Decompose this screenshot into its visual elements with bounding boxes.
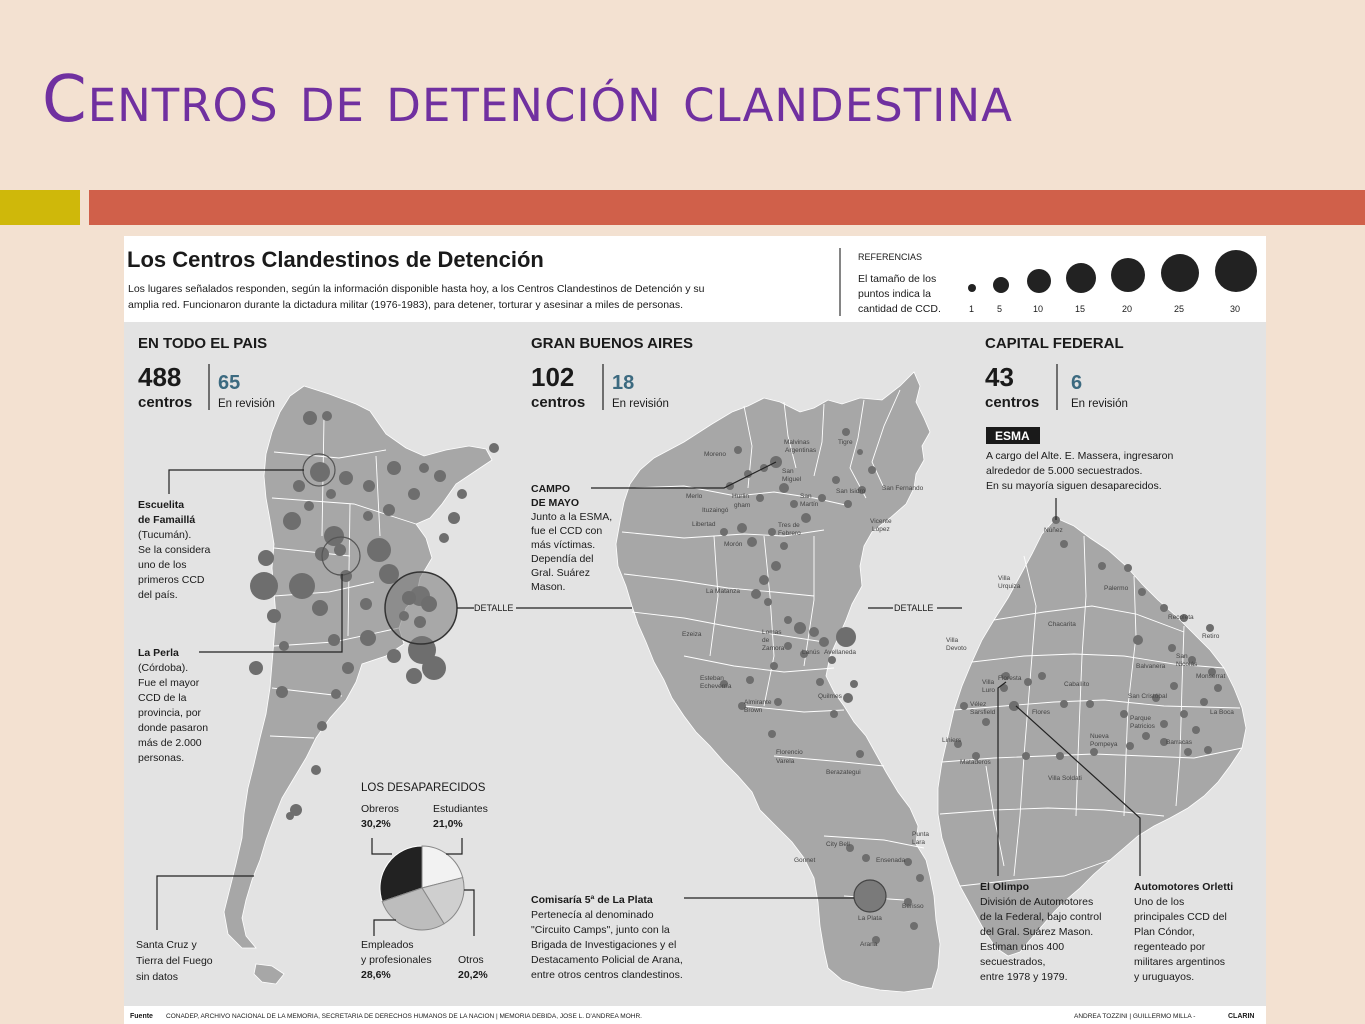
referencias-desc-3: cantidad de CCD. xyxy=(858,303,941,315)
otros-label: Otros xyxy=(458,954,484,966)
famailla-title: Escuelita xyxy=(138,499,185,511)
perla-line-2: (Córdoba). xyxy=(138,662,189,674)
obreros-label: Obreros xyxy=(361,803,399,815)
svg-text:Esteban: Esteban xyxy=(700,675,724,682)
campo-line-5: más víctimas. xyxy=(531,539,596,551)
obreros-value: 30,2% xyxy=(361,818,391,830)
footer-source: CONADEP, ARCHIVO NACIONAL DE LA MEMORIA, SECRETARIA DE DERECHOS HUMANOS DE LA NACION | MEMORIA DEBIDA, JOSE L. D'ANDREA MOHR. xyxy=(166,1013,642,1020)
legend-dot-30 xyxy=(1215,250,1257,292)
accent-bar-yellow xyxy=(0,190,80,225)
svg-text:Parque: Parque xyxy=(1130,715,1151,722)
svg-text:San: San xyxy=(1176,653,1188,660)
footer-credits: ANDREA TOZZINI | GUILLERMO MILLA - xyxy=(1074,1013,1196,1020)
svg-text:López: López xyxy=(872,526,890,533)
campo-line-7: Gral. Suárez xyxy=(531,567,590,579)
comisaria-line-2: Pertenecía al denominado xyxy=(531,909,654,921)
svg-text:San: San xyxy=(782,468,794,475)
svg-text:San: San xyxy=(800,493,812,500)
svg-text:Tres de: Tres de xyxy=(778,522,800,529)
svg-text:Febrero: Febrero xyxy=(778,530,801,537)
perla-line-7: más de 2.000 xyxy=(138,737,202,749)
santacruz-line-1: Santa Cruz y xyxy=(136,939,197,951)
orletti-line-2: Uno de los xyxy=(1134,896,1185,908)
pais-header: EN TODO EL PAIS xyxy=(138,335,268,352)
comisaria-line-5: Destacamento Policial de Arana, xyxy=(531,954,683,966)
gba-count: 102 xyxy=(531,362,575,392)
olimpo-line-7: entre 1978 y 1979. xyxy=(980,971,1068,983)
perla-line-6: donde pasaron xyxy=(138,722,209,734)
legend-label-25: 25 xyxy=(1174,304,1185,314)
gba-review-label: En revisión xyxy=(612,398,669,410)
legend-dot-10 xyxy=(1027,269,1051,293)
legend-dot-1 xyxy=(968,284,976,292)
svg-text:Berisso: Berisso xyxy=(902,903,924,910)
campo-title-2: DE MAYO xyxy=(531,497,580,509)
svg-text:City Bell: City Bell xyxy=(826,841,850,848)
legend-dot-15 xyxy=(1066,263,1096,293)
svg-text:Moreno: Moreno xyxy=(704,451,727,458)
svg-text:Merlo: Merlo xyxy=(686,493,703,500)
svg-text:La Matanza: La Matanza xyxy=(706,588,740,595)
capital-review-label: En revisión xyxy=(1071,398,1128,410)
empleados-label-2: y profesionales xyxy=(361,954,432,966)
campo-title: CAMPO xyxy=(531,483,571,495)
referencias-desc-2: puntos indica la xyxy=(858,288,931,300)
svg-text:Villa: Villa xyxy=(982,679,995,686)
svg-text:Flores: Flores xyxy=(1032,709,1051,716)
infographic-canvas xyxy=(124,236,1266,1024)
famailla-line-6: primeros CCD xyxy=(138,574,205,586)
svg-text:Avellaneda: Avellaneda xyxy=(824,649,857,656)
pais-review-count: 65 xyxy=(218,372,241,394)
empleados-value: 28,6% xyxy=(361,969,391,981)
comisaria-la-plata-dot xyxy=(854,880,886,912)
olimpo-line-5: Estiman unos 400 xyxy=(980,941,1065,953)
footer-brand: CLARIN xyxy=(1228,1013,1255,1020)
estudiantes-label: Estudiantes xyxy=(433,803,488,815)
svg-text:La Boca: La Boca xyxy=(1210,709,1234,716)
famailla-line-7: del país. xyxy=(138,589,178,601)
gba-review-count: 18 xyxy=(612,372,635,394)
comisaria-line-3: "Circuito Camps", junto con la xyxy=(531,924,670,936)
orletti-line-6: militares argentinos xyxy=(1134,956,1226,968)
estudiantes-value: 21,0% xyxy=(433,818,463,830)
intro-line-1: Los lugares señalados responden, según la información disponible hasta hoy, a los Centros Clandestinos de Detención y su xyxy=(128,283,705,295)
svg-text:Berazategui: Berazategui xyxy=(826,769,861,776)
legend-dot-25 xyxy=(1161,254,1199,292)
famailla-line-4: Se la considera xyxy=(138,544,211,556)
svg-text:Malvinas: Malvinas xyxy=(784,439,810,446)
svg-text:Luro: Luro xyxy=(982,687,996,694)
svg-text:Liniers: Liniers xyxy=(942,737,962,744)
orletti-line-4: Plan Cóndor, xyxy=(1134,926,1195,938)
esma-badge-label: ESMA xyxy=(995,429,1030,443)
buenos-aires-region-circle xyxy=(385,572,457,644)
svg-text:Recoleta: Recoleta xyxy=(1168,614,1194,621)
referencias-desc-1: El tamaño de los xyxy=(858,273,937,285)
comisaria-line-4: Brigada de Investigaciones y el xyxy=(531,939,677,951)
legend-label-5: 5 xyxy=(997,304,1003,314)
comisaria-line-6: entre otros centros clandestinos. xyxy=(531,969,683,981)
svg-text:Libertad: Libertad xyxy=(692,521,716,528)
svg-text:Balvanera: Balvanera xyxy=(1136,663,1166,670)
esma-line-2: alrededor de 5.000 secuestrados. xyxy=(986,465,1143,477)
svg-text:Ituzaingó: Ituzaingó xyxy=(702,507,729,514)
infographic-image xyxy=(124,236,1266,1024)
svg-text:Argentinas: Argentinas xyxy=(785,447,817,454)
otros-value: 20,2% xyxy=(458,969,488,981)
famailla-line-5: uno de los xyxy=(138,559,187,571)
legend-label-1: 1 xyxy=(969,304,975,314)
svg-text:San Cristóbal: San Cristóbal xyxy=(1128,693,1168,700)
svg-text:Almirante: Almirante xyxy=(744,699,772,706)
orletti-title: Automotores Orletti xyxy=(1134,881,1234,893)
svg-text:Núñez: Núñez xyxy=(1044,527,1063,534)
svg-text:Pompeya: Pompeya xyxy=(1090,741,1118,748)
santacruz-line-2: Tierra del Fuego xyxy=(136,955,213,967)
pais-review-label: En revisión xyxy=(218,398,275,410)
svg-text:Villa Soldati: Villa Soldati xyxy=(1048,775,1082,782)
intro-line-2: amplia red. Funcionaron durante la dictadura militar (1976-1983), para detener, torturar y asesinar a miles de personas. xyxy=(128,299,684,311)
campo-line-4: fue el CCD con xyxy=(531,525,603,537)
desaparecidos-title: LOS DESAPARECIDOS xyxy=(361,782,486,794)
comisaria-title: Comisaría 5ª de La Plata xyxy=(531,894,653,906)
capital-review-count: 6 xyxy=(1071,372,1083,394)
svg-text:Miguel: Miguel xyxy=(782,476,802,483)
perla-title: La Perla xyxy=(138,647,179,659)
svg-text:Zamora: Zamora xyxy=(762,645,785,652)
svg-text:San Isidro: San Isidro xyxy=(836,488,866,495)
svg-text:Brown: Brown xyxy=(744,707,763,714)
svg-text:de: de xyxy=(762,637,770,644)
svg-text:Devoto: Devoto xyxy=(946,645,967,652)
esma-line-1: A cargo del Alte. E. Massera, ingresaron xyxy=(986,450,1174,462)
empleados-label-1: Empleados xyxy=(361,939,414,951)
santacruz-line-3: sin datos xyxy=(136,971,179,983)
olimpo-line-6: secuestrados, xyxy=(980,956,1046,968)
svg-text:Barracas: Barracas xyxy=(1166,739,1193,746)
detalle-label-1: DETALLE xyxy=(474,603,514,613)
legend-label-30: 30 xyxy=(1230,304,1241,314)
footer-source-label: Fuente xyxy=(130,1013,153,1020)
svg-text:Palermo: Palermo xyxy=(1104,585,1129,592)
svg-text:Urquiza: Urquiza xyxy=(998,583,1021,590)
capital-unit: centros xyxy=(985,394,1040,411)
pais-unit: centros xyxy=(138,394,193,411)
perla-line-8: personas. xyxy=(138,752,185,764)
infographic-title: Los Centros Clandestinos de Detención xyxy=(127,247,544,272)
svg-text:Floresta: Floresta xyxy=(998,675,1022,682)
svg-text:San Fernando: San Fernando xyxy=(882,485,924,492)
referencias-title: REFERENCIAS xyxy=(858,252,923,262)
svg-text:Martín: Martín xyxy=(800,501,819,508)
svg-text:Vicente: Vicente xyxy=(870,518,892,525)
svg-text:Ezeiza: Ezeiza xyxy=(682,631,702,638)
desaparecidos-pie xyxy=(380,846,464,930)
svg-text:Quilmes: Quilmes xyxy=(818,693,842,700)
pais-count: 488 xyxy=(138,362,182,392)
svg-text:Nicolás: Nicolás xyxy=(1176,661,1198,668)
esma-line-3: En su mayoría siguen desaparecidos. xyxy=(986,480,1162,492)
svg-text:Arana: Arana xyxy=(860,941,878,948)
legend-dot-5 xyxy=(993,277,1009,293)
svg-text:Chacarita: Chacarita xyxy=(1048,621,1076,628)
olimpo-line-2: División de Automotores xyxy=(980,896,1094,908)
legend-label-20: 20 xyxy=(1122,304,1133,314)
gba-unit: centros xyxy=(531,394,586,411)
svg-text:Lanús: Lanús xyxy=(802,649,820,656)
svg-text:Monserrat: Monserrat xyxy=(1196,673,1226,680)
svg-text:Mataderos: Mataderos xyxy=(960,759,991,766)
famailla-line-2: de Famaillá xyxy=(138,514,196,526)
svg-text:Varela: Varela xyxy=(776,758,795,765)
svg-text:Lomas: Lomas xyxy=(762,629,782,636)
campo-line-8: Mason. xyxy=(531,581,566,593)
svg-text:Retiro: Retiro xyxy=(1202,633,1220,640)
svg-text:La Plata: La Plata xyxy=(858,915,882,922)
accent-bar-orange xyxy=(89,190,1365,225)
detalle-label-2: DETALLE xyxy=(894,603,934,613)
campo-line-3: Junto a la ESMA, xyxy=(531,511,613,523)
capital-count: 43 xyxy=(985,362,1014,392)
svg-text:Patricios: Patricios xyxy=(1130,723,1155,730)
orletti-line-5: regenteado por xyxy=(1134,941,1206,953)
svg-text:Echeverría: Echeverría xyxy=(700,683,732,690)
svg-text:Ensenada: Ensenada xyxy=(876,857,906,864)
svg-text:Lara: Lara xyxy=(912,839,926,846)
svg-text:Villa: Villa xyxy=(998,575,1011,582)
olimpo-line-3: de la Federal, bajo control xyxy=(980,911,1102,923)
slide-title: Centros de detención clandestina xyxy=(42,63,1013,137)
svg-text:Morón: Morón xyxy=(724,541,743,548)
svg-text:Villa: Villa xyxy=(946,637,959,644)
svg-text:Caballito: Caballito xyxy=(1064,681,1090,688)
orletti-line-7: y uruguayos. xyxy=(1134,971,1195,983)
legend-label-15: 15 xyxy=(1075,304,1086,314)
campo-line-6: Dependía del xyxy=(531,553,594,565)
gba-header: GRAN BUENOS AIRES xyxy=(531,335,693,352)
svg-text:Hurlin: Hurlin xyxy=(732,493,749,500)
perla-line-5: provincia, por xyxy=(138,707,202,719)
svg-text:Vélez: Vélez xyxy=(970,701,987,708)
orletti-line-3: principales CCD del xyxy=(1134,911,1227,923)
svg-text:Gonnet: Gonnet xyxy=(794,857,816,864)
svg-text:Sarsfield: Sarsfield xyxy=(970,709,996,716)
svg-text:Nueva: Nueva xyxy=(1090,733,1109,740)
svg-text:Punta: Punta xyxy=(912,831,929,838)
olimpo-line-4: del Gral. Suárez Mason. xyxy=(980,926,1094,938)
perla-line-3: Fue el mayor xyxy=(138,677,200,689)
legend-label-10: 10 xyxy=(1033,304,1044,314)
famailla-line-3: (Tucumán). xyxy=(138,529,192,541)
perla-line-4: CCD de la xyxy=(138,692,187,704)
legend-dot-20 xyxy=(1111,258,1145,292)
olimpo-title: El Olimpo xyxy=(980,881,1030,893)
svg-text:gham: gham xyxy=(734,502,751,509)
svg-text:Florencio: Florencio xyxy=(776,749,803,756)
svg-text:Tigre: Tigre xyxy=(838,439,853,446)
capital-header: CAPITAL FEDERAL xyxy=(985,335,1124,352)
